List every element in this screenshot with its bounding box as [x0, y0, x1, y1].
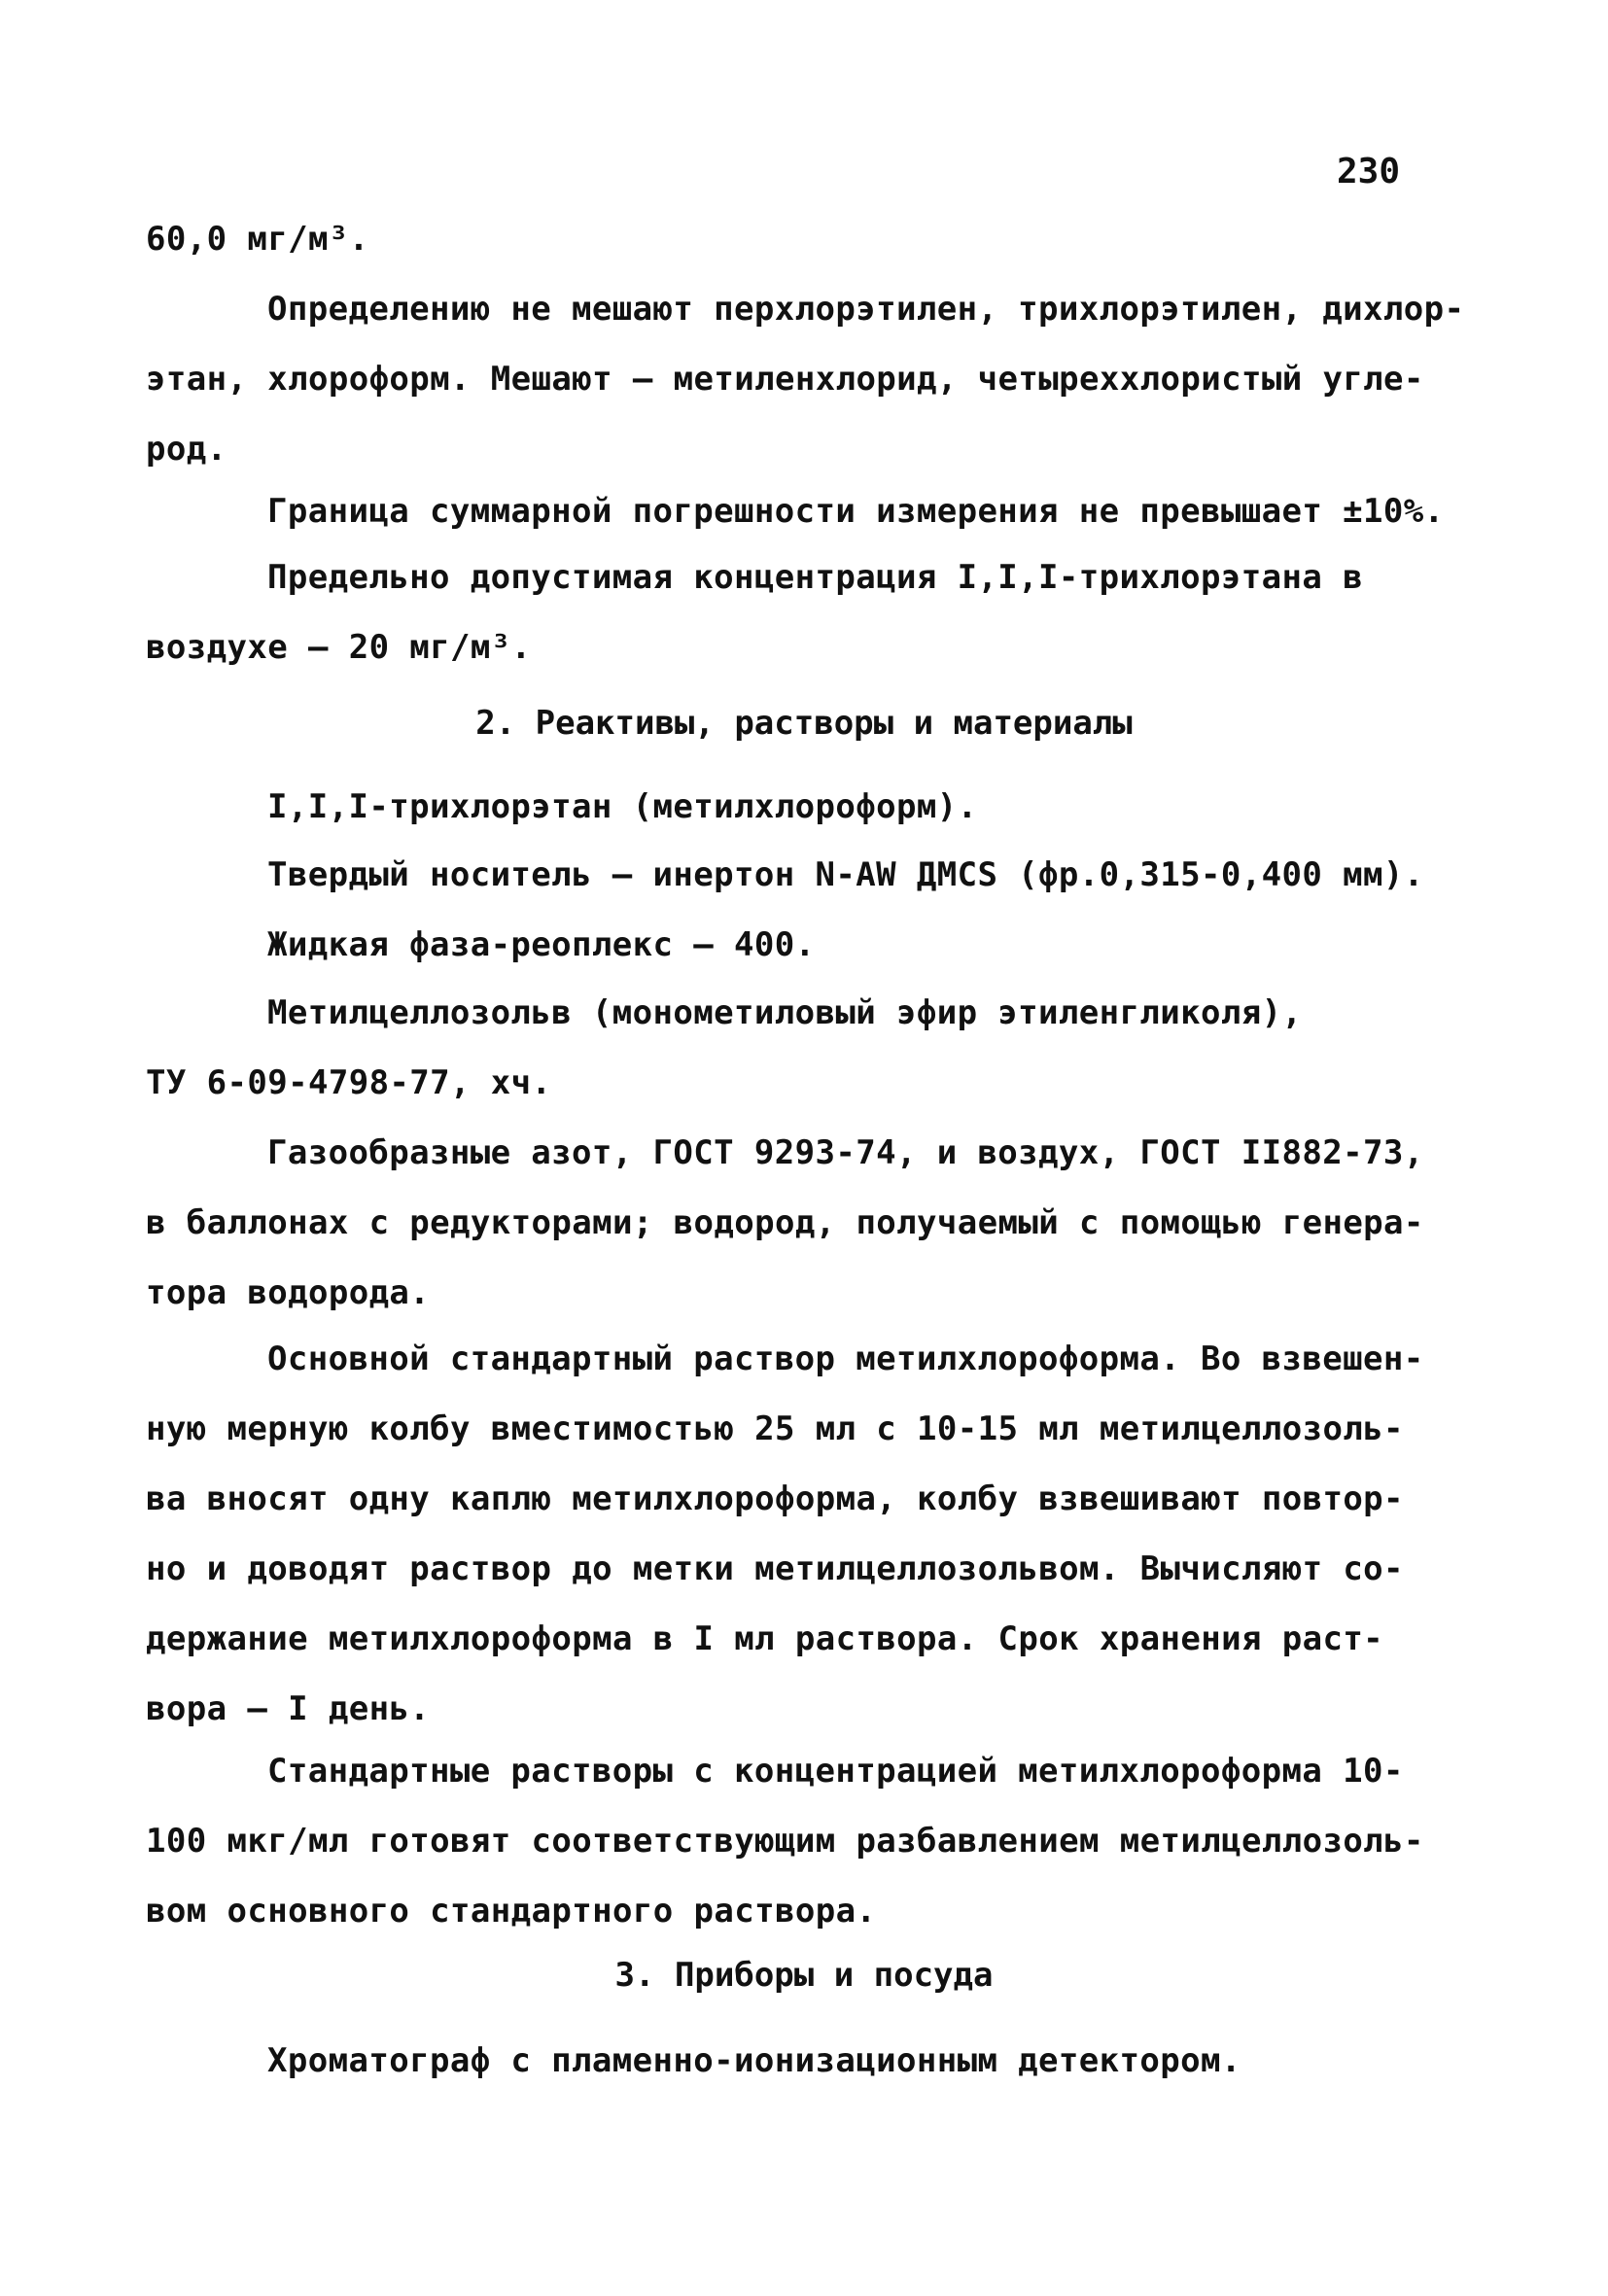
text-line: Стандартные растворы с концентрацией метилхлороформа 10- [267, 1752, 1404, 1791]
text-line: I,I,I-трихлорэтан (метилхлороформ). [267, 787, 978, 826]
paragraph-max-concentration [146, 542, 1497, 682]
paragraph-concentration-tail [146, 204, 1497, 274]
text-line: держание метилхлороформа в I мл раствора. Срок хранения раст- [146, 1619, 1384, 1658]
text-line: ТУ 6-09-4798-77, хч. [146, 1063, 552, 1102]
paragraph-chromatograph [146, 2026, 1497, 2096]
paragraph-gases [146, 1118, 1497, 1328]
text-line: Граница суммарной погрешности измерения не превышает ±10%. [267, 492, 1445, 531]
text-line: ва вносят одну каплю метилхлороформа, колбу взвешивают повтор- [146, 1479, 1404, 1518]
section-heading-instruments: 3. Приборы и посуда [614, 1956, 994, 1995]
paragraph-reagent-3 [146, 910, 1497, 980]
text-line: Твердый носитель – инертон N-AW ДМCS (фр.0,315-0,400 мм). [267, 855, 1424, 894]
paragraph-standard-solutions [146, 1736, 1497, 1946]
paragraph-reagent-4 [146, 978, 1497, 1118]
text-line: Предельно допустимая концентрация I,I,I-трихлорэтана в [267, 558, 1363, 597]
text-line: ную мерную колбу вместимостью 25 мл с 10-15 мл метилцеллозоль- [146, 1409, 1404, 1448]
paragraph-stock-solution [146, 1324, 1497, 1744]
text-line: воздухе – 20 мг/м³. [146, 628, 532, 667]
text-line: род. [146, 430, 227, 469]
text-line: 60,0 мг/м³. [146, 220, 369, 259]
text-line: Хроматограф с пламенно-ионизационным детектором. [267, 2041, 1241, 2080]
text-line: этан, хлороформ. Мешают – метиленхлорид, четыреххлористый угле- [146, 360, 1424, 399]
text-line: Метилцеллозольв (монометиловый эфир этиленгликоля), [267, 993, 1303, 1032]
text-line: но и доводят раствор до метки метилцеллозольвом. Вычисляют со- [146, 1549, 1404, 1588]
text-line: Газообразные азот, ГОСТ 9293-74, и воздух, ГОСТ II882-73, [267, 1133, 1424, 1172]
text-line: вом основного стандартного раствора. [146, 1892, 877, 1931]
paragraph-reagent-1 [146, 772, 1497, 842]
text-line: Определению не мешают перхлорэтилен, трихлорэтилен, дихлор- [267, 290, 1465, 329]
paragraph-reagent-2 [146, 840, 1497, 910]
paragraph-interference [146, 274, 1497, 484]
text-line: Основной стандартный раствор метилхлороформа. Во взвешен- [267, 1339, 1424, 1378]
text-line: Жидкая фаза-реоплекс – 400. [267, 925, 816, 964]
text-line: в баллонах с редукторами; водород, получаемый с помощью генера- [146, 1203, 1424, 1242]
text-line: 100 мкг/мл готовят соответствующим разбавлением метилцеллозоль- [146, 1822, 1424, 1861]
text-line: вора – I день. [146, 1689, 431, 1728]
page-number: 230 [1337, 152, 1401, 191]
section-heading-reagents: 2. Реактивы, растворы и материалы [475, 704, 1133, 743]
text-line: тора водорода. [146, 1273, 431, 1312]
paragraph-error-limit [146, 476, 1497, 546]
